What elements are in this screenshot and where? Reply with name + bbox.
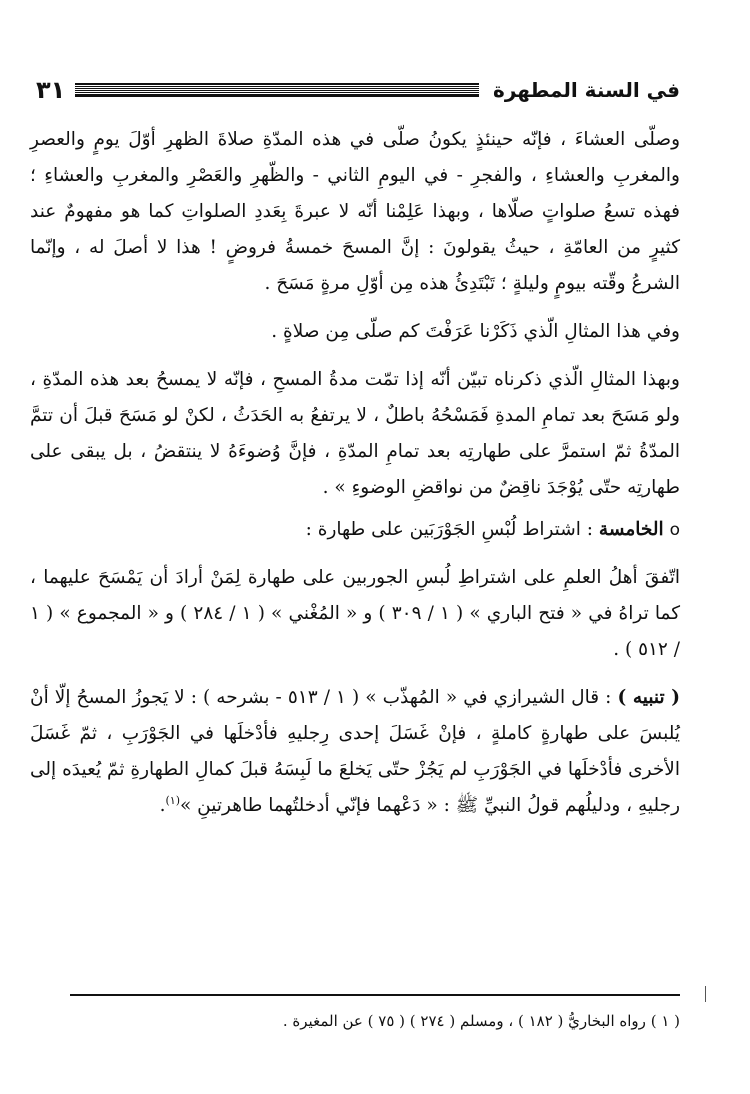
paragraph-4: اتّفقَ أهلُ العلمِ على اشتراطِ لُبسِ الجوربين على طهارة لِمَنْ أرادَ أن يَمْسَحَ عليهما ، كما تراهُ في « فتح الباري » ( ١ / ٣٠٩ ) و « المُغْني » ( ١ / ٢٨٤ ) و « المجموع » ( ١ / ٥١٢ ) . bbox=[30, 567, 680, 660]
header-rule bbox=[75, 83, 479, 97]
paragraph-3: وبهذا المثالِ الّذي ذكرناه تبيّن أنّه إذا تمّت مدةُ المسحِ ، فإنّه لا يمسحُ بعد هذه المدّةِ ، ولو مَسَحَ بعد تمامِ المدةِ فَمَسْحُهُ باطلٌ ، لا يرتفعُ به الحَدَثُ ، لكنْ لو مَسَحَ قبلَ أن تتمَّ المدّةُ ثمّ استمرَّ على طهارتِه بعد تمامِ المدّةِ ، فإنَّ وُضوءَهُ لا ينتقضُ ، بل يبقى على طهارتِه حتّى يُوْجَدَ ناقِضٌ من نواقضِ الوضوءِ » . bbox=[30, 369, 680, 498]
section-heading bbox=[30, 512, 680, 548]
section-label: الخامسة bbox=[598, 519, 664, 540]
note-paragraph bbox=[30, 680, 680, 824]
paragraph-1: وصلّى العشاءَ ، فإنّه حينئذٍ يكونُ صلّى في هذه المدّةِ صلاةَ الظهرِ أوّلَ يومٍ والعصرِ والمغربِ والعشاءِ ، والفجرِ - في اليومِ الثاني - والظّهرِ والعَصْرِ والمغربِ والعشاءِ ؛ فهذه تسعُ صلواتٍ صلّاها ، وبهذا عَلِمْنا أنّه لا عبرةَ بِعَددِ الصلواتِ كما هو مفهومٌ عند كثيرٍ من العامّةِ ، حيثُ يقولونَ : إنَّ المسحَ خمسةُ فروضٍ ! هذا لا أصلَ له ، وإنّما الشرعُ وقّته بيومٍ وليلةٍ ؛ تَبْتَدِئُ هذه مِن أوّلِ مرةٍ مَسَحَ . bbox=[30, 129, 680, 294]
note-text: : قال الشيرازي في « المُهذّب » ( ١ / ٥١٣ - بشرحه ) : لا يَجوزُ المسحُ إلّا أنْ يُلبسَ على طهارةٍ كاملةٍ ، فإنْ غَسَلَ إحدى رِجليهِ فأدْخلَها في الجَوْرَبِ ، ثمّ غَسَلَ الأخرى فأدْخلَها في الجَوْرَبِ لم يَجُزْ حتّى يَخلعَ ما لَبِسَهُ قبلَ كمالِ الطهارةِ ثمّ يُعيدَه إلى رجليهِ ، ودليلُهم قولُ النبيِّ ﷺ : « دَعْهما فإنّي أدخلتُهما طاهرتينِ » bbox=[30, 687, 680, 816]
page-header bbox=[36, 72, 680, 108]
footnote: ( ١ ) رواه البخاريُّ ( ١٨٢ ) ، ومسلم ( ٢٧٤ ) ( ٧٥ ) عن المغيرة . bbox=[282, 1012, 680, 1030]
bullet-icon: o bbox=[669, 520, 680, 540]
section-title: : اشتراط لُبْسِ الجَوْرَبَين على طهارة : bbox=[305, 519, 594, 540]
page-number: ٣١ bbox=[36, 76, 66, 104]
note-label: ( تنبيه ) bbox=[617, 687, 680, 708]
note-end: . bbox=[159, 795, 166, 816]
running-title: في السنة المطهرة bbox=[493, 78, 680, 102]
footnote-divider bbox=[70, 994, 680, 996]
page-body bbox=[30, 122, 680, 824]
paragraph-2: وفي هذا المثالِ الّذي ذَكَرْنا عَرَفْتَ كم صلّى مِن صلاةٍ . bbox=[271, 321, 680, 342]
footnote-reference[interactable]: (١) bbox=[165, 793, 180, 807]
margin-mark bbox=[705, 986, 706, 1002]
